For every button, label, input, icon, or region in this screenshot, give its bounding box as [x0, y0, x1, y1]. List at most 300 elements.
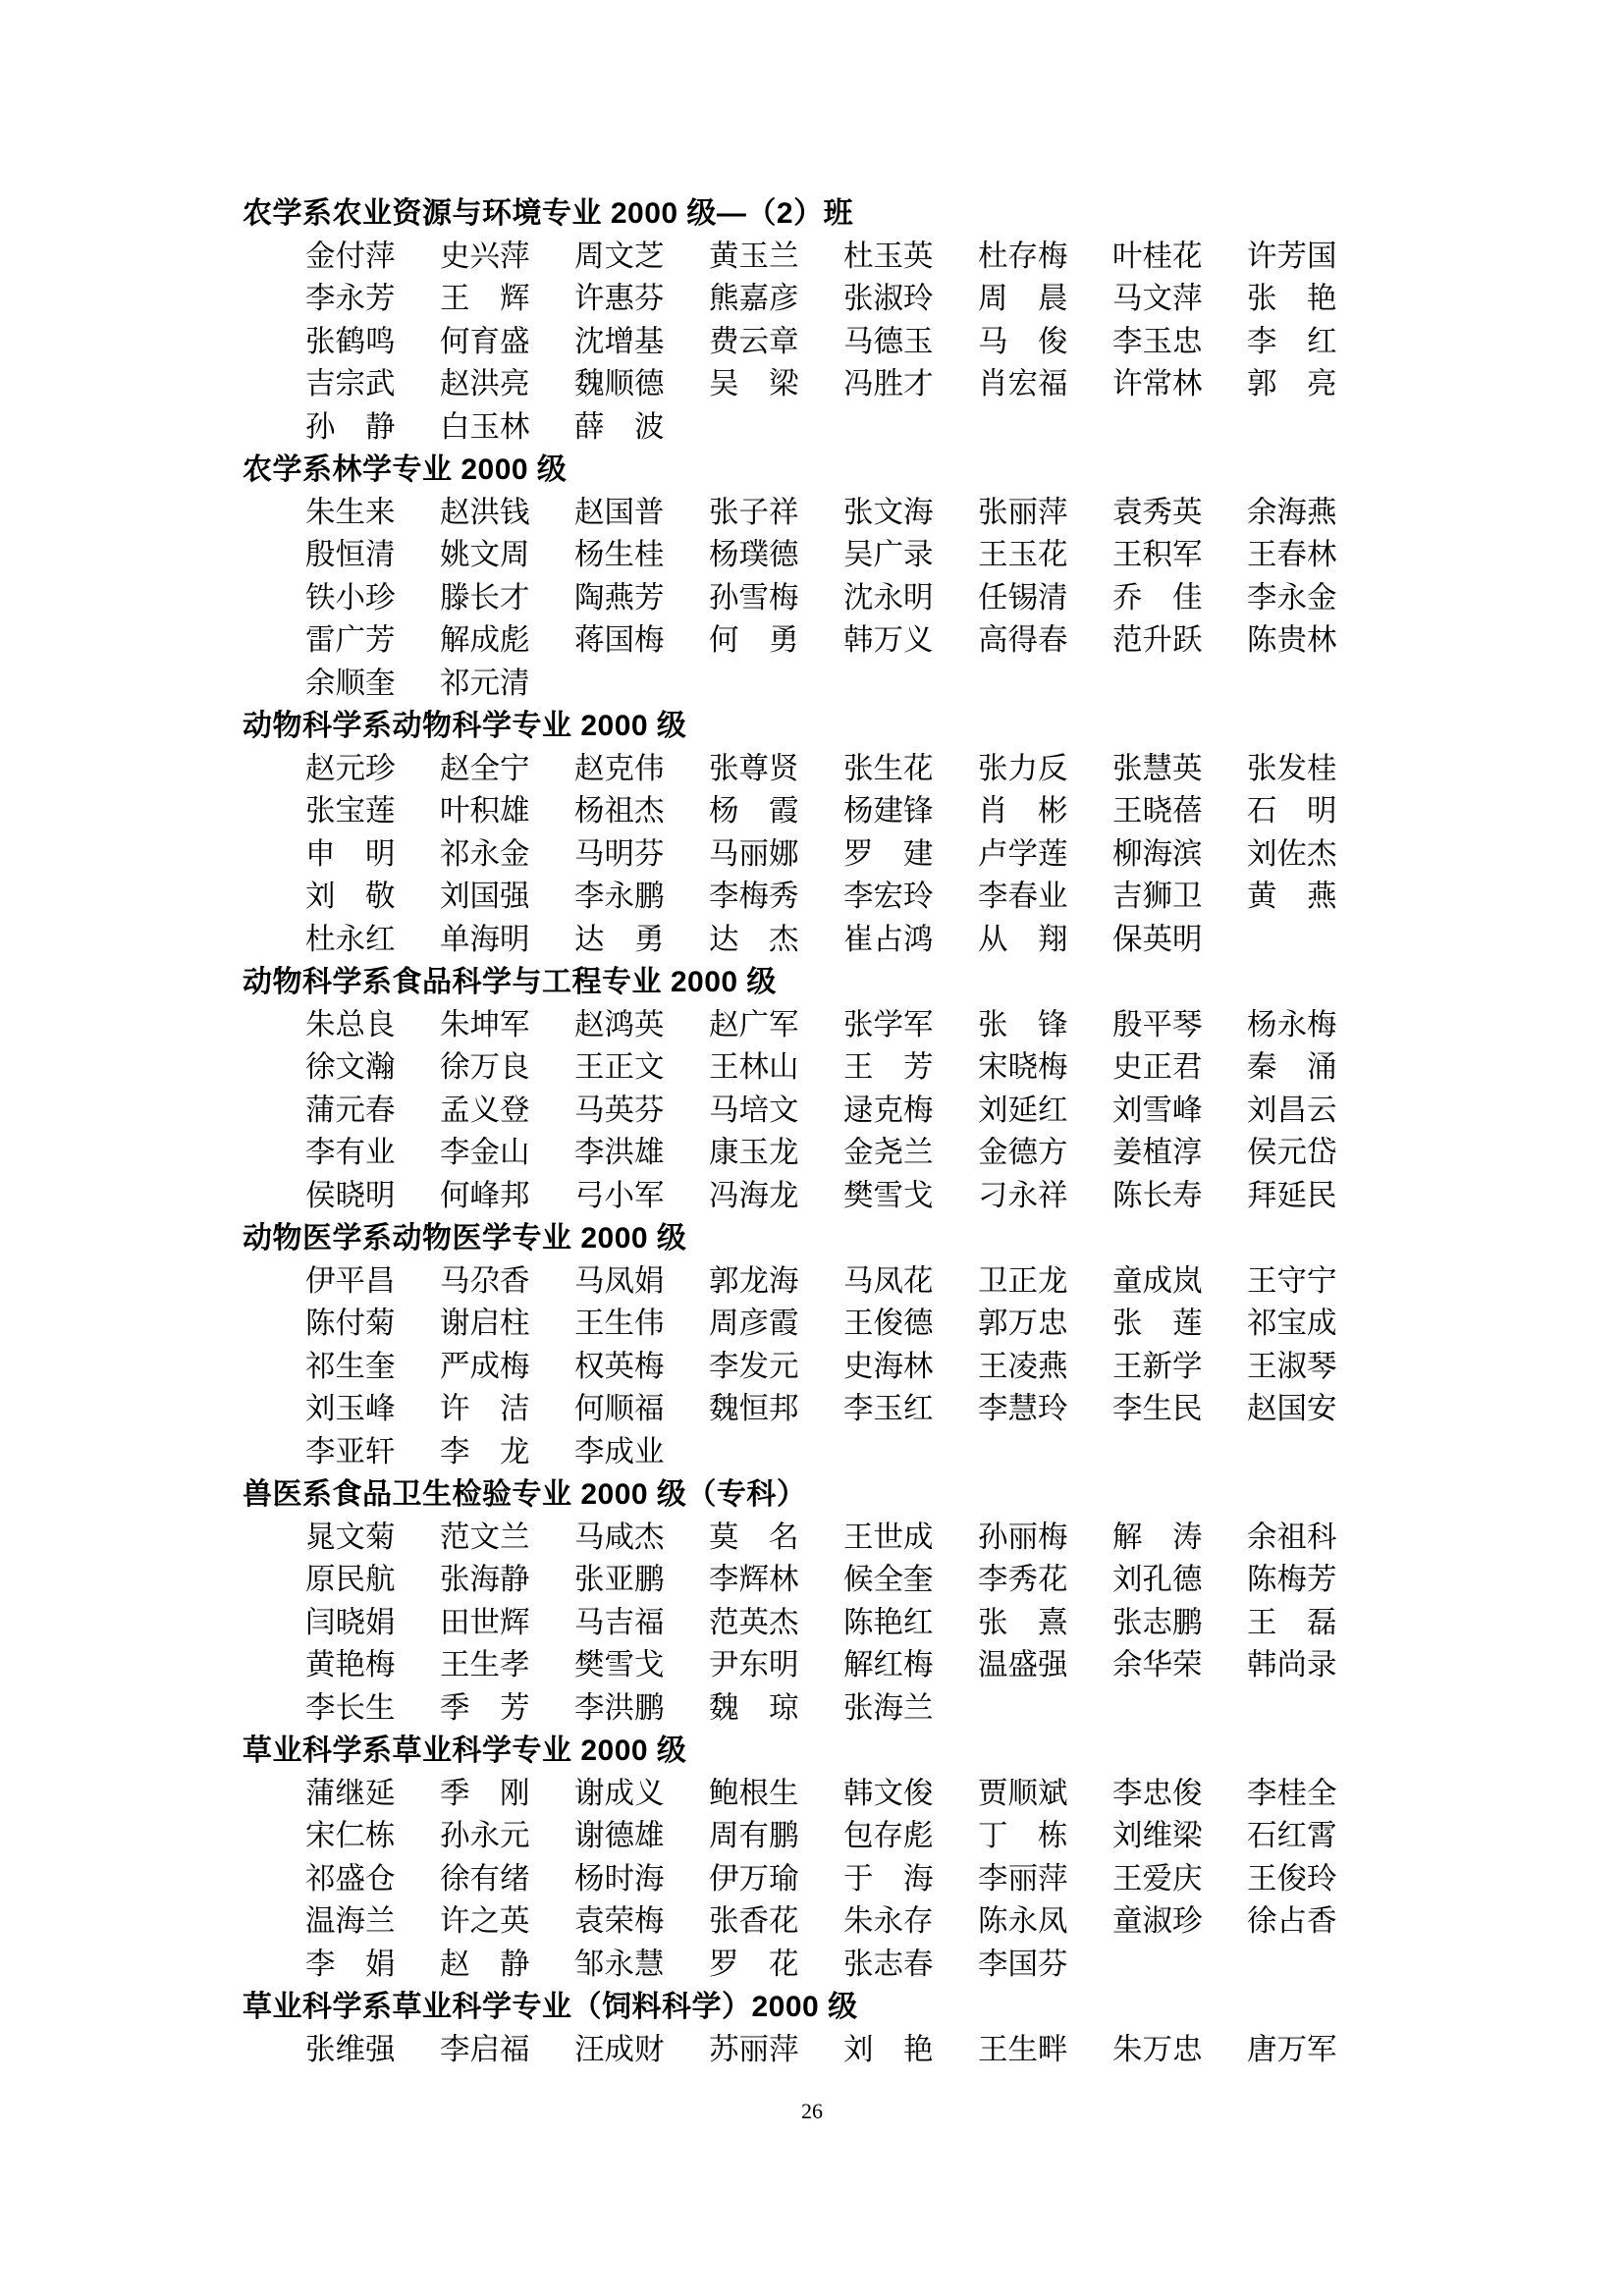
student-name: 杨 霞	[709, 794, 799, 828]
student-name: 王淑琴	[1247, 1349, 1337, 1383]
student-name: 刘延红	[978, 1093, 1068, 1127]
student-name: 杨璞德	[709, 538, 799, 571]
student-name: 金德方	[978, 1136, 1068, 1169]
student-name: 沈增基	[574, 324, 665, 358]
student-name: 罗 建	[843, 836, 934, 871]
student-name: 杨永梅	[1247, 1007, 1337, 1041]
student-name: 张力反	[978, 751, 1068, 785]
student-name: 赵 静	[440, 1947, 530, 1981]
student-name: 童淑珍	[1112, 1904, 1203, 1938]
student-name: 张 熹	[978, 1605, 1068, 1639]
student-name: 任锡清	[978, 580, 1068, 614]
name-row	[243, 1944, 1381, 1987]
student-name: 解红梅	[843, 1648, 934, 1682]
name-row	[243, 1900, 1381, 1944]
name-row	[243, 619, 1381, 663]
student-name: 赵洪亮	[440, 367, 530, 400]
student-name: 苏丽萍	[709, 2032, 799, 2066]
student-name: 李启福	[440, 2032, 530, 2066]
student-name: 赵克伟	[574, 751, 665, 785]
student-name: 童成岚	[1112, 1263, 1203, 1298]
student-name: 杨祖杰	[574, 794, 665, 828]
student-name: 马德玉	[843, 324, 934, 358]
student-name: 史兴萍	[440, 239, 530, 273]
student-name: 马凤花	[843, 1263, 934, 1298]
student-name: 赵鸿英	[574, 1007, 665, 1041]
student-name: 候全奎	[843, 1563, 934, 1596]
section-heading: 动物医学系动物医学专业 2000 级	[243, 1222, 687, 1255]
student-name: 李辉林	[709, 1563, 799, 1596]
student-name: 伊平昌	[305, 1263, 396, 1298]
student-name: 乔 佳	[1112, 580, 1203, 614]
student-name: 周有鹏	[709, 1819, 799, 1852]
student-name: 汪成财	[574, 2032, 665, 2066]
student-name: 余华荣	[1112, 1648, 1203, 1682]
student-name: 谢成义	[574, 1776, 665, 1810]
student-name: 叶积雄	[440, 794, 530, 828]
student-name: 范升跃	[1112, 623, 1203, 657]
student-name: 马咸杰	[574, 1520, 665, 1554]
student-name: 刘佐杰	[1247, 836, 1337, 871]
student-name: 刘维梁	[1112, 1819, 1203, 1852]
name-row	[243, 1132, 1381, 1175]
name-row	[243, 1773, 1381, 1816]
student-name: 刘昌云	[1247, 1093, 1337, 1127]
student-name: 许之英	[440, 1904, 530, 1938]
student-name: 侯元岱	[1247, 1136, 1337, 1169]
student-name: 刘孔德	[1112, 1563, 1203, 1596]
student-name: 冯海龙	[709, 1178, 799, 1212]
student-name: 李丽萍	[978, 1861, 1068, 1896]
student-name: 祁宝成	[1247, 1307, 1337, 1340]
name-row	[243, 1602, 1381, 1645]
student-name: 袁荣梅	[574, 1904, 665, 1938]
student-name: 王生孝	[440, 1648, 530, 1682]
student-name: 马丽娜	[709, 836, 799, 871]
student-name: 唐万军	[1247, 2032, 1337, 2066]
student-name: 于 海	[843, 1861, 934, 1896]
name-row	[243, 790, 1381, 833]
student-name: 权英梅	[574, 1349, 665, 1383]
student-name: 卫正龙	[978, 1263, 1068, 1298]
student-name: 包存彪	[843, 1819, 934, 1852]
student-name: 金付萍	[305, 239, 396, 273]
student-name: 解成彪	[440, 623, 530, 657]
name-row	[243, 278, 1381, 321]
name-row	[243, 1388, 1381, 1431]
student-name: 王爱庆	[1112, 1861, 1203, 1896]
student-name: 贾顺斌	[978, 1776, 1068, 1810]
student-name: 柳海滨	[1112, 836, 1203, 871]
student-name: 徐占香	[1247, 1904, 1337, 1938]
student-name: 史正君	[1112, 1050, 1203, 1084]
student-name: 杨生桂	[574, 538, 665, 571]
student-name: 张海兰	[843, 1690, 934, 1725]
student-name: 殷恒清	[305, 538, 396, 571]
student-name: 马培文	[709, 1093, 799, 1127]
student-name: 张淑玲	[843, 282, 934, 315]
student-name: 李永鹏	[574, 880, 665, 913]
name-row	[243, 1687, 1381, 1731]
student-name: 孙 静	[305, 409, 396, 444]
student-name: 吉宗武	[305, 367, 396, 400]
student-name: 黄 燕	[1247, 880, 1337, 913]
student-name: 祁永金	[440, 836, 530, 871]
student-name: 马凤娟	[574, 1263, 665, 1298]
student-name: 王世成	[843, 1520, 934, 1554]
student-name: 张生花	[843, 751, 934, 785]
student-name: 韩尚录	[1247, 1648, 1337, 1682]
student-name: 张志春	[843, 1947, 934, 1981]
name-row	[243, 876, 1381, 919]
name-row	[243, 1815, 1381, 1858]
student-name: 吴 梁	[709, 367, 799, 400]
name-row	[243, 1559, 1381, 1602]
student-name: 刘玉峰	[305, 1392, 396, 1425]
student-name: 李春业	[978, 880, 1068, 913]
name-row	[243, 833, 1381, 877]
student-name: 赵元珍	[305, 751, 396, 785]
student-name: 陈贵林	[1247, 623, 1337, 657]
name-row	[243, 1175, 1381, 1218]
student-name: 宋晓梅	[978, 1050, 1068, 1084]
student-name: 张尊贤	[709, 751, 799, 785]
name-row	[243, 1303, 1381, 1346]
student-name: 范英杰	[709, 1605, 799, 1639]
student-name: 冯胜才	[843, 367, 934, 400]
student-name: 李桂全	[1247, 1776, 1337, 1810]
student-name: 樊雪戈	[574, 1648, 665, 1682]
student-name: 赵广军	[709, 1007, 799, 1041]
student-name: 王新学	[1112, 1349, 1203, 1383]
student-name: 康玉龙	[709, 1136, 799, 1169]
student-name: 沈永明	[843, 580, 934, 614]
student-name: 李永芳	[305, 282, 396, 315]
student-name: 吉狮卫	[1112, 880, 1203, 913]
student-name: 余祖科	[1247, 1520, 1337, 1554]
name-row	[243, 1431, 1381, 1474]
student-name: 周文芝	[574, 239, 665, 273]
name-row	[243, 1004, 1381, 1047]
student-name: 王守宁	[1247, 1263, 1337, 1298]
name-row	[243, 663, 1381, 706]
student-name: 魏恒邦	[709, 1392, 799, 1425]
student-name: 王晓蓓	[1112, 794, 1203, 828]
student-name: 李玉红	[843, 1392, 934, 1425]
student-name: 祁盛仓	[305, 1861, 396, 1896]
student-name: 马吉福	[574, 1605, 665, 1639]
student-name: 李长生	[305, 1690, 396, 1725]
student-name: 马文萍	[1112, 282, 1203, 315]
student-name: 李永金	[1247, 580, 1337, 614]
student-name: 李亚轩	[305, 1434, 396, 1468]
student-name: 张学军	[843, 1007, 934, 1041]
name-row	[243, 1858, 1381, 1901]
student-name: 高得春	[978, 623, 1068, 657]
student-name: 李有业	[305, 1136, 396, 1169]
page-number: 26	[801, 2099, 823, 2123]
student-name: 袁秀英	[1112, 495, 1203, 529]
student-name: 张亚鹏	[574, 1563, 665, 1596]
student-name: 马明芬	[574, 836, 665, 871]
student-name: 滕长才	[440, 580, 530, 614]
student-name: 韩文俊	[843, 1776, 934, 1810]
student-name: 伊万瑜	[709, 1861, 799, 1896]
student-name: 许常林	[1112, 367, 1203, 400]
student-name: 范文兰	[440, 1520, 530, 1554]
name-row	[243, 2029, 1381, 2072]
student-name: 余海燕	[1247, 495, 1337, 529]
student-name: 马 俊	[978, 324, 1068, 358]
name-row	[243, 236, 1381, 279]
student-name: 朱总良	[305, 1007, 396, 1041]
student-name: 杜存梅	[978, 239, 1068, 273]
student-name: 原民航	[305, 1563, 396, 1596]
student-name: 张子祥	[709, 495, 799, 529]
name-row	[243, 1090, 1381, 1133]
student-name: 季 刚	[440, 1776, 530, 1810]
student-name: 王生畔	[978, 2032, 1068, 2066]
student-name: 王积军	[1112, 538, 1203, 571]
student-name: 李忠俊	[1112, 1776, 1203, 1810]
student-name: 陈艳红	[843, 1605, 934, 1639]
student-name: 韩万义	[843, 623, 934, 657]
student-name: 李发元	[709, 1349, 799, 1383]
student-name: 张文海	[843, 495, 934, 529]
student-name: 何 勇	[709, 623, 799, 657]
name-row	[243, 748, 1381, 791]
student-name: 崔占鸿	[843, 922, 934, 956]
student-name: 徐有绪	[440, 1861, 530, 1896]
student-name: 李 龙	[440, 1434, 530, 1468]
student-name: 张 莲	[1112, 1307, 1203, 1340]
student-name: 王正文	[574, 1050, 665, 1084]
name-row	[243, 363, 1381, 406]
student-name: 熊嘉彦	[709, 282, 799, 315]
name-row	[243, 1346, 1381, 1389]
student-name: 王 辉	[440, 282, 530, 315]
student-name: 张 锋	[978, 1007, 1068, 1041]
student-name: 蒲元春	[305, 1093, 396, 1127]
student-name: 何育盛	[440, 324, 530, 358]
student-name: 刘雪峰	[1112, 1093, 1203, 1127]
student-name: 陈付菊	[305, 1307, 396, 1340]
name-row	[243, 406, 1381, 450]
student-name: 徐文瀚	[305, 1050, 396, 1084]
roster-sections	[243, 192, 1381, 2071]
student-name: 闫晓娟	[305, 1605, 396, 1639]
student-name: 许芳国	[1247, 239, 1337, 273]
student-name: 孙丽梅	[978, 1520, 1068, 1554]
student-name: 张宝莲	[305, 794, 396, 828]
student-name: 李 娟	[305, 1947, 396, 1981]
student-name: 拜延民	[1247, 1178, 1337, 1212]
student-name: 薛 波	[574, 409, 665, 444]
student-name: 李梅秀	[709, 880, 799, 913]
student-name: 肖 彬	[978, 794, 1068, 828]
student-name: 赵全宁	[440, 751, 530, 785]
student-name: 李 红	[1247, 324, 1337, 358]
student-name: 宋仁栋	[305, 1819, 396, 1852]
student-name: 周彦霞	[709, 1307, 799, 1340]
student-name: 达 杰	[709, 922, 799, 956]
student-name: 魏 琼	[709, 1690, 799, 1725]
student-name: 杜永红	[305, 922, 396, 956]
student-name: 郭龙海	[709, 1263, 799, 1298]
student-name: 谢德雄	[574, 1819, 665, 1852]
student-name: 张香花	[709, 1904, 799, 1938]
student-name: 赵洪钱	[440, 495, 530, 529]
student-name: 吴广录	[843, 538, 934, 571]
student-name: 许 洁	[440, 1392, 530, 1425]
student-name: 罗 花	[709, 1947, 799, 1981]
student-name: 樊雪戈	[843, 1178, 934, 1212]
student-name: 肖宏福	[978, 367, 1068, 400]
student-name: 朱生来	[305, 495, 396, 529]
student-name: 温盛强	[978, 1648, 1068, 1682]
student-name: 许惠芬	[574, 282, 665, 315]
student-name: 马尕香	[440, 1263, 530, 1298]
student-name: 陈梅芳	[1247, 1563, 1337, 1596]
name-row	[243, 1644, 1381, 1687]
student-name: 莫 名	[709, 1520, 799, 1554]
student-name: 孟义登	[440, 1093, 530, 1127]
name-row	[243, 1517, 1381, 1560]
section-heading: 兽医系食品卫生检验专业 2000 级（专科）	[243, 1478, 807, 1511]
student-name: 何峰邦	[440, 1178, 530, 1212]
student-name: 秦 涌	[1247, 1050, 1337, 1084]
student-name: 王 芳	[843, 1050, 934, 1084]
student-name: 孙雪梅	[709, 580, 799, 614]
student-name: 石红霄	[1247, 1819, 1337, 1852]
student-name: 李金山	[440, 1136, 530, 1169]
name-row	[243, 534, 1381, 577]
student-name: 张海静	[440, 1563, 530, 1596]
student-name: 黄玉兰	[709, 239, 799, 273]
section-heading: 动物科学系动物科学专业 2000 级	[243, 710, 687, 742]
section-heading: 农学系林学专业 2000 级	[243, 454, 568, 486]
student-name: 李国芬	[978, 1947, 1068, 1981]
student-name: 刁永祥	[978, 1178, 1068, 1212]
student-name: 李宏玲	[843, 880, 934, 913]
student-name: 陈永凤	[978, 1904, 1068, 1938]
student-name: 季 芳	[440, 1690, 530, 1725]
student-name: 李洪雄	[574, 1136, 665, 1169]
student-name: 丁 栋	[978, 1819, 1068, 1852]
student-name: 尹东明	[709, 1648, 799, 1682]
student-name: 王俊玲	[1247, 1861, 1337, 1896]
student-name: 姚文周	[440, 538, 530, 571]
student-name: 何顺福	[574, 1392, 665, 1425]
section-heading: 草业科学系草业科学专业 2000 级	[243, 1735, 687, 1767]
section-heading: 动物科学系食品科学与工程专业 2000 级	[243, 966, 777, 998]
student-name: 赵国普	[574, 495, 665, 529]
student-name: 张慧英	[1112, 751, 1203, 785]
student-name: 申 明	[305, 836, 396, 871]
student-name: 张鹤鸣	[305, 324, 396, 358]
student-name: 侯晓明	[305, 1178, 396, 1212]
student-name: 魏顺德	[574, 367, 665, 400]
student-name: 李洪鹏	[574, 1690, 665, 1725]
student-name: 余顺奎	[305, 666, 396, 700]
student-name: 费云章	[709, 324, 799, 358]
student-name: 严成梅	[440, 1349, 530, 1383]
student-name: 郭万忠	[978, 1307, 1068, 1340]
student-name: 孙永元	[440, 1819, 530, 1852]
student-name: 黄艳梅	[305, 1648, 396, 1682]
student-name: 陶燕芳	[574, 580, 665, 614]
student-name: 金尧兰	[843, 1136, 934, 1169]
student-name: 叶桂花	[1112, 239, 1203, 273]
student-name: 谢启柱	[440, 1307, 530, 1340]
student-name: 史海林	[843, 1349, 934, 1383]
name-row	[243, 492, 1381, 535]
student-name: 李玉忠	[1112, 324, 1203, 358]
student-name: 蒋国梅	[574, 623, 665, 657]
student-name: 杜玉英	[843, 239, 934, 273]
student-name: 田世辉	[440, 1605, 530, 1639]
student-name: 王林山	[709, 1050, 799, 1084]
name-row	[243, 321, 1381, 364]
student-name: 朱永存	[843, 1904, 934, 1938]
student-name: 王 磊	[1247, 1605, 1337, 1639]
student-name: 马英芬	[574, 1093, 665, 1127]
student-name: 张丽萍	[978, 495, 1068, 529]
student-name: 保英明	[1112, 922, 1203, 956]
student-name: 陈长寿	[1112, 1178, 1203, 1212]
student-name: 张维强	[305, 2032, 396, 2066]
student-name: 单海明	[440, 922, 530, 956]
student-name: 杨建锋	[843, 794, 934, 828]
student-name: 姜植淳	[1112, 1136, 1203, 1169]
student-name: 张 艳	[1247, 282, 1337, 315]
student-name: 朱万忠	[1112, 2032, 1203, 2066]
student-name: 蒲继延	[305, 1776, 396, 1810]
student-name: 王玉花	[978, 538, 1068, 571]
name-row	[243, 919, 1381, 962]
student-name: 郭 亮	[1247, 367, 1337, 400]
student-name: 李秀花	[978, 1563, 1068, 1596]
section-heading: 草业科学系草业科学专业（饲料科学）2000 级	[243, 1991, 858, 2023]
student-name: 李生民	[1112, 1392, 1203, 1425]
student-name: 鲍根生	[709, 1776, 799, 1810]
student-name: 殷平琴	[1112, 1007, 1203, 1041]
student-name: 刘 敬	[305, 880, 396, 913]
name-row	[243, 1260, 1381, 1304]
student-name: 解 涛	[1112, 1520, 1203, 1554]
student-name: 白玉林	[440, 409, 530, 444]
student-name: 逯克梅	[843, 1093, 934, 1127]
student-name: 晁文菊	[305, 1520, 396, 1554]
student-name: 张志鹏	[1112, 1605, 1203, 1639]
student-name: 铁小珍	[305, 580, 396, 614]
student-name: 祁生奎	[305, 1349, 396, 1383]
student-name: 张发桂	[1247, 751, 1337, 785]
name-row	[243, 1046, 1381, 1090]
student-name: 王俊德	[843, 1307, 934, 1340]
name-row	[243, 577, 1381, 620]
student-name: 王凌燕	[978, 1349, 1068, 1383]
student-name: 刘国强	[440, 880, 530, 913]
student-name: 祁元清	[440, 666, 530, 700]
section-heading: 农学系农业资源与环境专业 2000 级—（2）班	[243, 197, 854, 230]
student-name: 李慧玲	[978, 1392, 1068, 1425]
student-name: 邹永慧	[574, 1947, 665, 1981]
student-name: 从 翔	[978, 922, 1068, 956]
student-name: 弓小军	[574, 1178, 665, 1212]
student-name: 达 勇	[574, 922, 665, 956]
student-name: 温海兰	[305, 1904, 396, 1938]
